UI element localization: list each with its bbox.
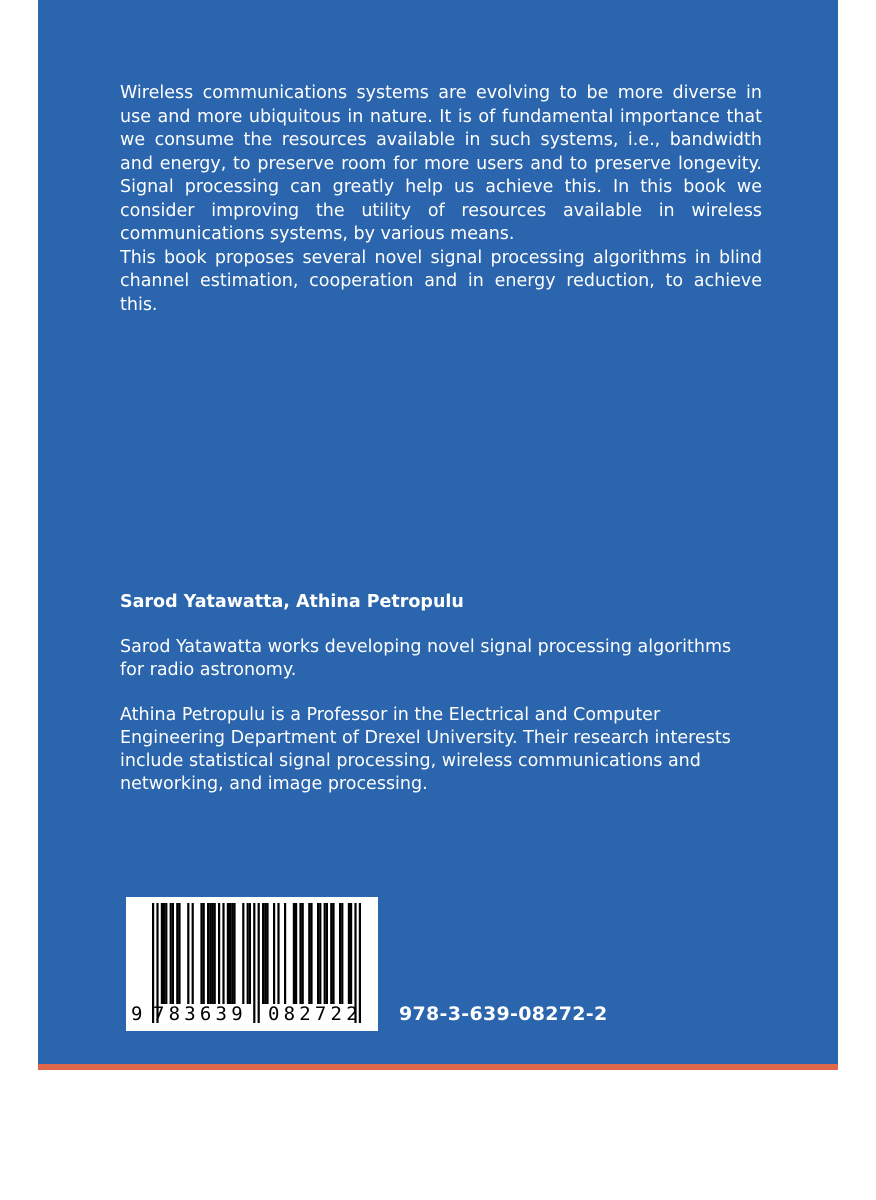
barcode-bar	[222, 903, 224, 1004]
barcode-bar	[229, 903, 231, 1004]
barcode-bar	[339, 903, 341, 1004]
barcode-bar	[227, 903, 229, 1004]
barcode-bar	[187, 903, 189, 1004]
barcode-bar	[295, 903, 297, 1004]
barcode-bar	[264, 903, 266, 1004]
barcode-bar	[176, 903, 178, 1004]
blurb-paragraph-1: Wireless communications systems are evolving to be more diverse in use and more ubiquitous in nature. It is of fundamental importance that we consume the resources available in such systems, i.e., bandwidth and energy, to preserve room for more users and to preserve longevity. Signal processing can greatly help us achieve this. In this book we consider improving the utility of resources available in wireless communications systems, by various means.	[120, 83, 762, 244]
barcode-bar	[324, 903, 326, 1004]
barcode-bar	[348, 903, 350, 1004]
barcode-bar	[203, 903, 205, 1004]
barcode-bar	[249, 903, 251, 1004]
barcode-bar	[310, 903, 312, 1004]
barcode-bar	[266, 903, 268, 1004]
blurb-paragraph-2: This book proposes several novel signal processing algorithms in blind channel estimation, cooperation and in energy reduction, to achieve this.	[120, 247, 762, 315]
barcode-right-digits: 082722	[268, 1003, 362, 1025]
author-names: Sarod Yatawatta, Athina Petropulu	[120, 592, 464, 612]
barcode-bar	[319, 903, 321, 1004]
barcode-bar	[165, 903, 167, 1004]
barcode-bar	[231, 903, 233, 1004]
barcode-bar	[308, 903, 310, 1004]
barcode-bar	[341, 903, 343, 1004]
book-blurb	[120, 82, 762, 317]
barcode-bar	[273, 903, 275, 1004]
barcode-bar	[172, 903, 174, 1004]
barcode-bar	[284, 903, 286, 1004]
barcode-bar	[178, 903, 180, 1004]
barcode-bar	[233, 903, 235, 1004]
barcode-bar	[293, 903, 295, 1004]
barcode-bar	[209, 903, 211, 1004]
barcode-left-digits: 783639	[153, 1003, 247, 1025]
isbn-number: 978-3-639-08272-2	[399, 1003, 608, 1025]
barcode-bar	[207, 903, 209, 1004]
author-bio-1: Sarod Yatawatta works developing novel signal processing algorithms for radio astronomy.	[120, 637, 732, 680]
barcode-bar	[192, 903, 194, 1004]
barcode-bar	[317, 903, 319, 1004]
barcode-bar	[350, 903, 352, 1004]
barcode-bar	[214, 903, 216, 1004]
barcode-bar	[218, 903, 220, 1004]
barcode-bar	[302, 903, 304, 1004]
barcode-bar	[211, 903, 213, 1004]
barcode-digits	[126, 1000, 378, 1028]
barcode-bar	[161, 903, 163, 1004]
barcode-bar	[163, 903, 165, 1004]
barcode-bar	[170, 903, 172, 1004]
barcode-bar	[277, 903, 279, 1004]
barcode-bar	[330, 903, 332, 1004]
author-bio-2: Athina Petropulu is a Professor in the Electrical and Computer Engineering Department of Drexel University. Their research interests include statistical signal processing, wireless communications and networking, and image processing.	[120, 705, 731, 794]
barcode-bar	[326, 903, 328, 1004]
accent-rule	[38, 1064, 838, 1070]
barcode-bar	[262, 903, 264, 1004]
barcode-bar	[200, 903, 202, 1004]
barcode-bar	[247, 903, 249, 1004]
barcode	[126, 897, 378, 1031]
barcode-lead-digit: 9	[131, 1003, 143, 1025]
barcode-bar	[242, 903, 244, 1004]
barcode-bar	[332, 903, 334, 1004]
barcode-bar	[299, 903, 301, 1004]
